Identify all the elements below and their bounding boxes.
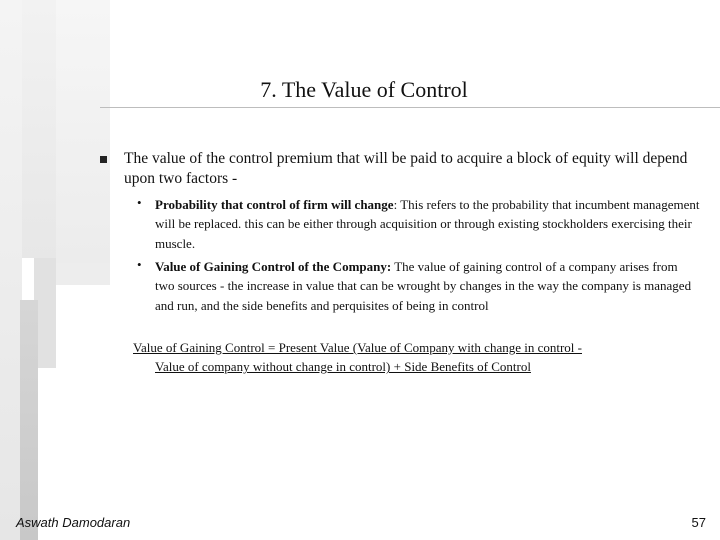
- footer-author: Aswath Damodaran: [16, 515, 131, 530]
- title-divider: [100, 107, 720, 108]
- sub-bullet-dot: •: [137, 195, 142, 210]
- sub-bullet-bold: Value of Gaining Control of the Company:: [155, 259, 392, 274]
- formula-line-1: Value of Gaining Control = Present Value (Value of Company with change in control -: [133, 340, 582, 355]
- sub-bullet-bold: Probability that control of firm will change: [155, 197, 394, 212]
- sub-bullet-probability: [155, 195, 700, 253]
- background-bar: [56, 263, 110, 285]
- main-bullet-text: The value of the control premium that will be paid to acquire a block of equity will depend upon two factors -: [124, 150, 688, 187]
- background-bar: [22, 0, 56, 258]
- formula: [133, 338, 703, 377]
- background-bar: [20, 300, 38, 540]
- sub-bullet-text: : This refers to the probability that incumbent management will be replaced. this can be either through acquisition or through existing stockholders exercising their muscle.: [155, 197, 700, 251]
- sub-bullet-text: The value of gaining control of a company arises from two sources - the increase in value that can be wrought by changes in the way the company is managed and run, and the side benefits and perquisites of being in control: [155, 259, 692, 313]
- sub-bullet-dot: •: [137, 257, 142, 272]
- slide-title: 7. The Value of Control: [260, 77, 468, 102]
- square-bullet-icon: [100, 156, 107, 163]
- background-bar: [56, 0, 110, 263]
- page-number: 57: [691, 515, 706, 530]
- sub-bullet-gaining-control: [155, 257, 700, 315]
- formula-line-2: Value of company without change in control) + Side Benefits of Control: [155, 359, 531, 375]
